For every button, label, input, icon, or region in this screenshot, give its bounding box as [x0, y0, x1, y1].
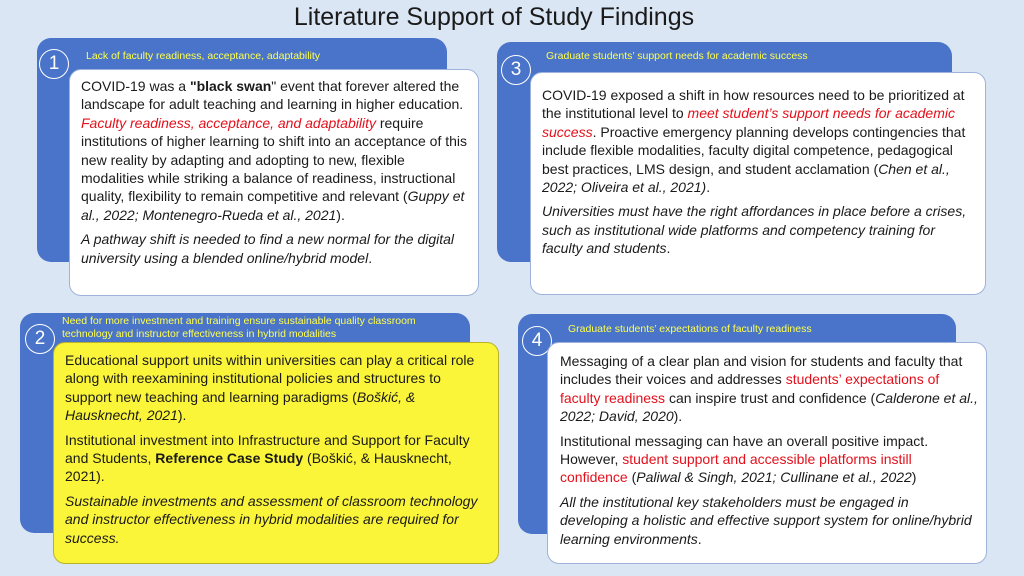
panel-card — [547, 342, 987, 564]
paragraph: COVID-19 exposed a shift in how resources need to be prioritized at the institutional level to meet student’s support needs for academic success. Proactive emergency planning develops contingencies that include flexible modalities, faculty digital competence, pedagogical best practices, LMS design, and student acclamation (Chen et al., 2022; Oliveira et al., 2021). — [542, 87, 966, 196]
panel-heading: Lack of faculty readiness, acceptance, adaptability — [86, 50, 321, 62]
paragraph: Institutional messaging can have an overall positive impact. However, student support and accessible platforms instill confidence (Paliwal & Singh, 2021; Cullinane et al., 2022) — [560, 432, 929, 486]
panel-number-badge: 2 — [25, 324, 55, 354]
panel-card — [69, 69, 479, 296]
paragraph: COVID-19 was a "black swan" event that forever altered the landscape for adult teaching and learning in higher education. Faculty readiness, acceptance, and adaptability require institutions of higher learning to shift into an acceptance of this new reality by adapting and adopting to new, flexible modalities while striking a balance of readiness, instructional quality, flexibility to remain competitive and relevant (Guppy et al., 2022; Montenegro-Rueda et al., 2021). — [81, 78, 468, 223]
panel-heading: Need for more investment and training ensure sustainable quality classroom technology and instructor effectiveness in hybrid modalities — [62, 315, 416, 340]
panel-number-badge: 3 — [501, 55, 531, 85]
panel-card-highlighted — [53, 342, 499, 564]
panel-number-badge: 1 — [39, 49, 69, 79]
panel-heading: Graduate students’ expectations of faculty readiness — [568, 323, 812, 335]
panel-card — [530, 72, 986, 295]
page-title: Literature Support of Study Findings — [293, 3, 695, 31]
paragraph: Institutional investment into Infrastructure and Support for Faculty and Students, Reference Case Study (Boškić, & Hausknecht, 2021). — [65, 431, 470, 485]
paragraph: All the institutional key stakeholders must be engaged in developing a holistic and effective support system for online/hybrid learning environments. — [560, 493, 972, 547]
paragraph: Sustainable investments and assessment of classroom technology and instructor effectiveness in hybrid modalities are required for success. — [65, 492, 478, 546]
paragraph: Universities must have the right affordances in place before a crises, such as institutional wide platforms and competency training for faculty and students. — [542, 203, 967, 257]
panel-heading: Graduate students’ support needs for academic success — [546, 50, 808, 62]
paragraph: Educational support units within universities can play a critical role along with reexamining institutional policies and structures to support new teaching and learning paradigms (Boškić, & Hausknecht, 2021). — [65, 352, 475, 424]
panel-number-badge: 4 — [522, 326, 552, 356]
paragraph: Messaging of a clear plan and vision for students and faculty that includes their voices and addresses students’ expectations of faculty readiness can inspire trust and confidence (Calderone et al., 2022; David, 2020). — [560, 353, 978, 425]
paragraph: A pathway shift is needed to find a new normal for the digital university using a blended online/hybrid model. — [81, 231, 455, 266]
